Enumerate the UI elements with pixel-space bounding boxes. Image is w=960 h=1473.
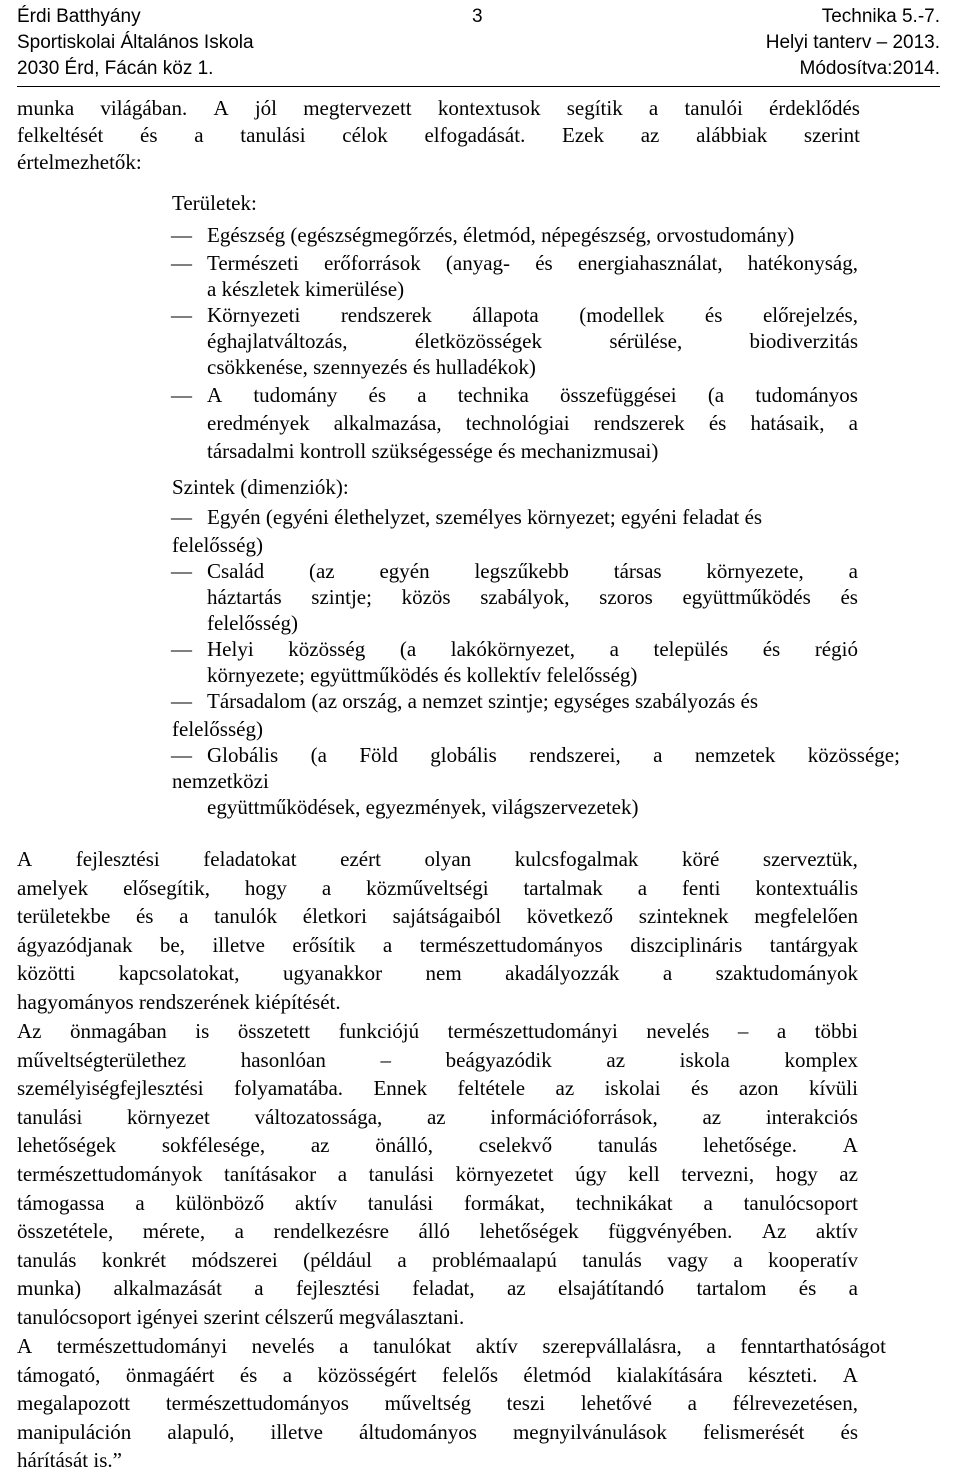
paragraph-line: amelyek elősegítik, hogy a közműveltségi tartalmak a fenti kontextuális <box>17 875 858 900</box>
list-dash: — <box>171 559 192 583</box>
section-title-szintek: Szintek (dimenziók): <box>172 475 349 499</box>
terulet-item: eredmények alkalmazása, technológiai rendszerek és hatásaik, a <box>207 411 858 435</box>
szint-item: — Globális (a Föld globális rendszerei, a nemzetek közössége; <box>171 743 900 767</box>
szint-item: — Család (az egyén legszűkebb társas környezete, a <box>171 559 858 583</box>
list-dash: — <box>171 383 192 407</box>
paragraph-line: hárítását is.” <box>17 1448 122 1473</box>
page-number: 3 <box>472 6 483 27</box>
list-dash: — <box>171 303 192 327</box>
paragraph-line: értelmezhetők: <box>17 150 142 174</box>
paragraph-line: hagyományos rendszerének kiépítését. <box>17 990 341 1014</box>
page-header <box>0 0 960 86</box>
school-name-line2: Sportiskolai Általános Iskola <box>17 32 254 53</box>
school-info <box>17 4 254 82</box>
list-dash: — <box>171 637 192 661</box>
list-dash: — <box>171 743 192 767</box>
list-dash: — <box>171 251 192 275</box>
terulet-item: — Egészség (egészségmegőrzés, életmód, népegészség, orvostudomány) <box>171 223 795 247</box>
school-name-line1: Érdi Batthyány <box>17 6 141 27</box>
section-title-teruletek: Területek: <box>172 191 257 215</box>
paragraph-line: munka) alkalmazását a fejlesztési feladat, az elsajátítandó tartalom és a <box>17 1276 858 1301</box>
paragraph-line: területekbe és a tanulók életkori sajátságaiból következő szinteknek megfelelően <box>17 904 858 929</box>
paragraph-line: felkeltését és a tanulási célok elfogadását. Ezek az alábbiak szerint <box>17 123 860 147</box>
szint-item: — Helyi közösség (a lakókörnyezet, a település és régió <box>171 637 858 661</box>
paragraph-line: műveltségterülethez hasonlóan – beágyazódik az iskola komplex <box>17 1047 858 1072</box>
paragraph-line: tanulási környezet változatossága, az információforrások, az interakciós <box>17 1104 858 1129</box>
paragraph-line: tanulás konkrét módszerei (például a problémaalapú tanulás vagy a kooperatív <box>17 1247 858 1272</box>
list-dash: — <box>171 689 192 713</box>
paragraph-line: támogassa a különböző aktív tanulási formákat, technikákat a tanulócsoport <box>17 1190 858 1215</box>
list-dash: — <box>171 505 192 529</box>
terulet-item: — Környezeti rendszerek állapota (modellek és előrejelzés, <box>171 303 858 327</box>
paragraph-line: közötti kapcsolatokat, ugyanakkor nem akadályozzák a szaktudományok <box>17 961 858 986</box>
szint-item: felelősség) <box>172 533 263 557</box>
paragraph-line: lehetőségek sokfélesége, az önálló, cselekvő tanulás lehetősége. A <box>17 1133 858 1158</box>
paragraph-line: megalapozott természettudományos műveltség teszi lehetővé a félrevezetésen, <box>17 1391 858 1416</box>
paragraph-line: támogató, önmagáért és a közösségért felelős életmód kialakítására készteti. A <box>17 1362 858 1387</box>
paragraph-line: ágyazódjanak be, illetve erősítik a természettudományos diszciplináris tantárgyak <box>17 932 858 957</box>
paragraph-line: Az önmagában is összetett funkciójú természettudományi nevelés – a többi <box>17 1019 858 1043</box>
paragraph-line: tanulócsoport igényei szerint célszerű megválasztani. <box>17 1305 465 1329</box>
paragraph-line: A természettudományi nevelés a tanulókat aktív szerepvállalásra, a fenntarthatóságot <box>17 1334 886 1358</box>
szint-item: nemzetközi <box>172 769 269 793</box>
school-address: 2030 Érd, Fácán köz 1. <box>17 58 214 79</box>
doc-info <box>766 4 940 82</box>
szint-item: környezete; együttműködés és kollektív felelősség) <box>207 663 638 687</box>
szint-item: — Társadalom (az ország, a nemzet szintje; egységes szabályozás és <box>171 689 759 713</box>
terulet-item: — A tudomány és a technika összefüggései (a tudományos <box>171 383 858 407</box>
modified: Módosítva:2014. <box>799 58 940 79</box>
paragraph-line: A fejlesztési feladatokat ezért olyan kulcsfogalmak köré szerveztük, <box>17 847 858 871</box>
paragraph-line: manipuláción alapuló, illetve áltudományos megnyilvánulások felismerését és <box>17 1419 858 1444</box>
terulet-item: a készletek kimerülése) <box>207 277 405 301</box>
list-dash: — <box>171 223 192 247</box>
szint-item: együttműködések, egyezmények, világszervezetek) <box>207 795 639 819</box>
szint-item: háztartás szintje; közös szabályok, szoros együttműködés és <box>207 585 858 609</box>
curriculum: Helyi tanterv – 2013. <box>765 32 940 53</box>
szint-item: — Egyén (egyéni élethelyzet, személyes környezet; egyéni feladat és <box>171 505 763 529</box>
terulet-item: éghajlatváltozás, életközösségek sérülése, biodiverzitás <box>207 329 858 353</box>
paragraph-line: összetétele, mérete, a rendelkezésre álló lehetőségek függvényében. Az aktív <box>17 1219 858 1244</box>
paragraph-line: munka világában. A jól megtervezett kontextusok segítik a tanulói érdeklődés <box>17 96 860 120</box>
terulet-item: csökkenése, szennyezés és hulladékok) <box>207 355 536 379</box>
paragraph-line: személyiségfejlesztési folyamatába. Ennek feltétele az iskolai és azon kívüli <box>17 1076 858 1101</box>
header-divider <box>17 86 940 87</box>
terulet-item: — Természeti erőforrások (anyag- és energiahasználat, hatékonyság, <box>171 251 858 275</box>
subject: Technika 5.-7. <box>821 6 940 27</box>
szint-item: felelősség) <box>172 717 263 741</box>
terulet-item: társadalmi kontroll szükségessége és mechanizmusai) <box>207 439 659 463</box>
szint-item: felelősség) <box>207 611 298 635</box>
paragraph-line: természettudományok tanításakor a tanulási környezetet úgy kell tervezni, hogy az <box>17 1162 858 1186</box>
